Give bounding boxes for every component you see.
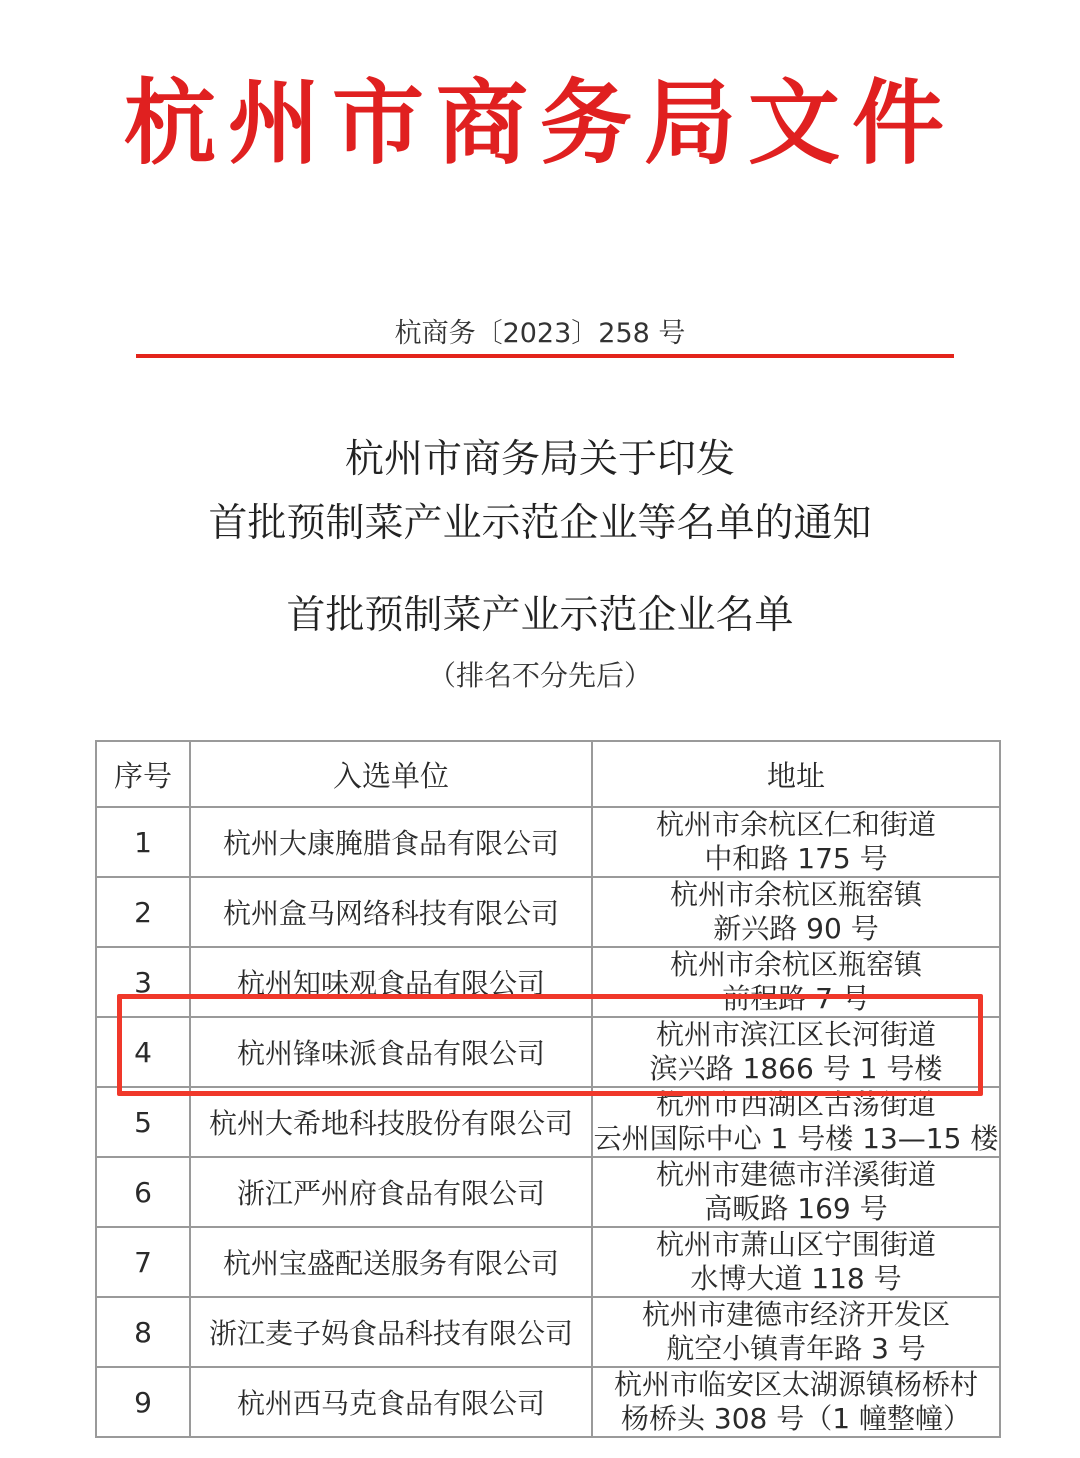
table-row <box>96 877 1000 947</box>
address-line-1: 杭州市余杭区瓶窑镇 <box>669 948 922 981</box>
row-index: 1 <box>96 807 190 877</box>
table-row <box>96 1087 1000 1157</box>
header-company: 入选单位 <box>190 741 592 807</box>
row-company: 杭州西马克食品有限公司 <box>190 1367 592 1437</box>
row-address <box>592 1017 1000 1087</box>
address-line-2: 新兴路 90 号 <box>713 912 879 945</box>
row-index: 3 <box>96 947 190 1017</box>
list-note: （排名不分先后） <box>427 659 652 692</box>
row-index: 7 <box>96 1227 190 1297</box>
row-company: 杭州宝盛配送服务有限公司 <box>190 1227 592 1297</box>
header-address: 地址 <box>592 741 1000 807</box>
table-row-highlighted <box>96 1017 1000 1087</box>
table-row <box>96 1367 1000 1437</box>
row-index: 2 <box>96 877 190 947</box>
row-address <box>592 877 1000 947</box>
address-line-1: 杭州市滨江区长河街道 <box>655 1018 936 1051</box>
address-line-1: 杭州市建德市经济开发区 <box>641 1298 950 1331</box>
row-address <box>592 947 1000 1017</box>
table-row <box>96 807 1000 877</box>
row-address <box>592 1087 1000 1157</box>
address-line-1: 杭州市建德市洋溪街道 <box>655 1158 936 1191</box>
row-company: 浙江麦子妈食品科技有限公司 <box>190 1297 592 1367</box>
notice-title-line-1: 杭州市商务局关于印发 <box>344 437 735 482</box>
row-company: 杭州知味观食品有限公司 <box>190 947 592 1017</box>
row-company: 浙江严州府食品有限公司 <box>190 1157 592 1227</box>
row-address <box>592 807 1000 877</box>
row-index: 4 <box>96 1017 190 1087</box>
row-company: 杭州盒马网络科技有限公司 <box>190 877 592 947</box>
address-line-1: 杭州市萧山区宁围街道 <box>655 1228 936 1261</box>
notice-title-line-2: 首批预制菜产业示范企业等名单的通知 <box>208 501 872 546</box>
header-index: 序号 <box>96 741 190 807</box>
address-line-2: 水博大道 118 号 <box>690 1262 902 1295</box>
row-index: 8 <box>96 1297 190 1367</box>
document-number: 杭商务〔2023〕258 号 <box>394 318 686 349</box>
row-address <box>592 1227 1000 1297</box>
table-header-row <box>96 741 1000 807</box>
address-line-2: 云州国际中心 1 号楼 13—15 楼 <box>593 1122 999 1155</box>
address-line-2: 中和路 175 号 <box>704 842 888 875</box>
address-line-2: 滨兴路 1866 号 1 号楼 <box>649 1052 943 1085</box>
address-line-1: 杭州市西湖区古荡街道 <box>655 1088 936 1121</box>
row-company: 杭州大康腌腊食品有限公司 <box>190 807 592 877</box>
enterprise-list-table <box>95 740 1001 1438</box>
row-address <box>592 1297 1000 1367</box>
address-line-1: 杭州市临安区太湖源镇杨桥村 <box>613 1368 978 1401</box>
address-line-2: 高畈路 169 号 <box>704 1192 888 1225</box>
address-line-1: 杭州市余杭区瓶窑镇 <box>669 878 922 911</box>
row-company: 杭州大希地科技股份有限公司 <box>190 1087 592 1157</box>
list-title: 首批预制菜产业示范企业名单 <box>286 593 794 638</box>
row-index: 9 <box>96 1367 190 1437</box>
table-row <box>96 1297 1000 1367</box>
table-row <box>96 947 1000 1017</box>
table-row <box>96 1157 1000 1227</box>
address-line-2: 航空小镇青年路 3 号 <box>666 1332 926 1365</box>
address-line-2: 前程路 7 号 <box>722 982 870 1015</box>
address-line-1: 杭州市余杭区仁和街道 <box>655 808 936 841</box>
row-address <box>592 1157 1000 1227</box>
address-line-2: 杨桥头 308 号（1 幢整幢） <box>621 1402 971 1435</box>
document-header-title: 杭州市商务局文件 <box>123 69 956 177</box>
red-divider-line <box>136 354 954 358</box>
row-address <box>592 1367 1000 1437</box>
row-index: 6 <box>96 1157 190 1227</box>
row-company: 杭州锋味派食品有限公司 <box>190 1017 592 1087</box>
row-index: 5 <box>96 1087 190 1157</box>
table-row <box>96 1227 1000 1297</box>
